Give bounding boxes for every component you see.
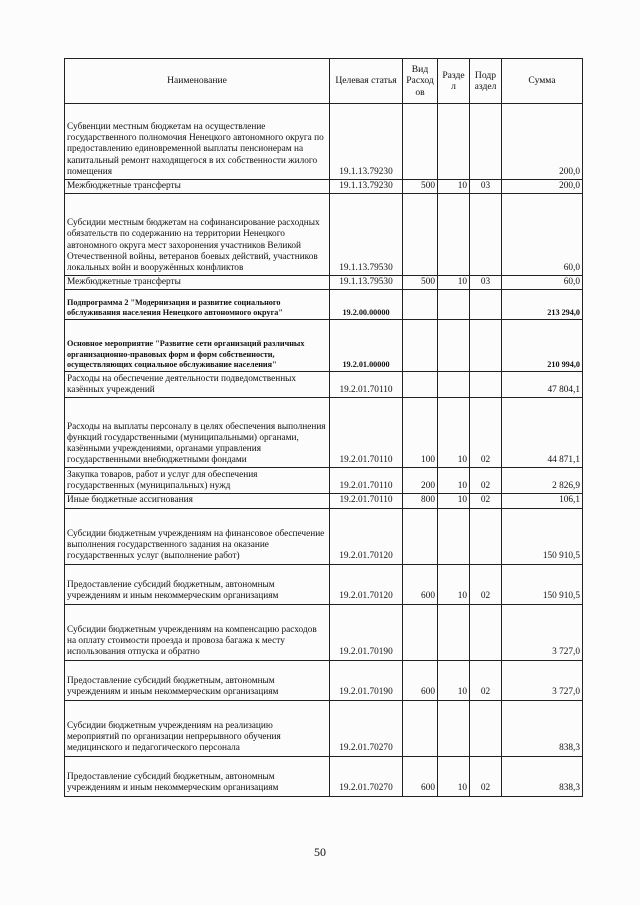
header-name: Наименование xyxy=(65,59,330,104)
table-row xyxy=(65,564,583,604)
row-expense-type: 500 xyxy=(403,276,438,290)
table-row xyxy=(65,180,583,194)
row-name: Иные бюджетные ассигнования xyxy=(65,494,330,508)
row-name: Межбюджетные трансферты xyxy=(65,180,330,194)
row-section xyxy=(438,372,470,398)
row-expense-type: 600 xyxy=(403,756,438,796)
row-target-article: 19.2.01.70110 xyxy=(330,372,403,398)
row-target-article: 19.2.01.70110 xyxy=(330,398,403,468)
row-subsection: 03 xyxy=(470,180,502,194)
row-expense-type xyxy=(403,700,438,756)
row-subsection xyxy=(470,320,502,372)
row-target-article: 19.2.01.70190 xyxy=(330,660,403,700)
table-row xyxy=(65,320,583,372)
row-expense-type xyxy=(403,194,438,276)
row-name: Расходы на обеспечение деятельности подведомственных казённых учреждений xyxy=(65,372,330,398)
row-section: 10 xyxy=(438,276,470,290)
row-name: Закупка товаров, работ и услуг для обеспечения государственных (муниципальных) нужд xyxy=(65,468,330,494)
row-amount: 2 826,9 xyxy=(502,468,583,494)
row-name: Основное мероприятие "Развитие сети организаций различных организационно-правовых форм и форм собственности, осуществляющих социальное обслуживание населения" xyxy=(65,320,330,372)
row-target-article: 19.2.01.00000 xyxy=(330,320,403,372)
row-section: 10 xyxy=(438,180,470,194)
row-subsection: 02 xyxy=(470,494,502,508)
row-section xyxy=(438,700,470,756)
row-name: Расходы на выплаты персоналу в целях обеспечения выполнения функций государственными (муниципальными) органами, казёнными учреждениями, органами управления государственными внебюджетными фондами xyxy=(65,398,330,468)
row-amount: 210 994,0 xyxy=(502,320,583,372)
table-row xyxy=(65,372,583,398)
row-subsection: 03 xyxy=(470,276,502,290)
table-row xyxy=(65,494,583,508)
row-amount: 838,3 xyxy=(502,756,583,796)
row-amount: 3 727,0 xyxy=(502,660,583,700)
row-expense-type: 600 xyxy=(403,660,438,700)
row-amount: 60,0 xyxy=(502,276,583,290)
row-amount: 150 910,5 xyxy=(502,564,583,604)
row-subsection xyxy=(470,604,502,660)
header-target-article: Целевая статья xyxy=(330,59,403,104)
table-row xyxy=(65,508,583,564)
row-target-article: 19.1.13.79530 xyxy=(330,276,403,290)
row-subsection xyxy=(470,104,502,180)
row-section: 10 xyxy=(438,468,470,494)
row-target-article: 19.2.01.70270 xyxy=(330,756,403,796)
row-name: Субвенции местным бюджетам на осуществление государственного полномочия Ненецкого автономного округа по предоставлению единовременной выплаты пенсионерам на капитальный ремонт находящегося в их собственности жилого помещения xyxy=(65,104,330,180)
row-section: 10 xyxy=(438,564,470,604)
header-amount: Сумма xyxy=(502,59,583,104)
row-name: Субсидии бюджетным учреждениям на компенсацию расходов на оплату стоимости проезда и провоза багажа к месту использования отпуска и обратно xyxy=(65,604,330,660)
table-row xyxy=(65,398,583,468)
row-name: Предоставление субсидий бюджетным, автономным учреждениям и иным некоммерческим организациям xyxy=(65,660,330,700)
row-name: Субсидии бюджетным учреждениям на финансовое обеспечение выполнения государственного задания на оказание государственных услуг (выполнение работ) xyxy=(65,508,330,564)
row-amount: 60,0 xyxy=(502,194,583,276)
row-amount: 838,3 xyxy=(502,700,583,756)
row-expense-type xyxy=(403,290,438,320)
row-expense-type xyxy=(403,104,438,180)
row-name: Предоставление субсидий бюджетным, автономным учреждениям и иным некоммерческим организациям xyxy=(65,756,330,796)
header-expense-type: Вид Расход ов xyxy=(403,59,438,104)
row-subsection: 02 xyxy=(470,756,502,796)
row-subsection xyxy=(470,194,502,276)
row-target-article: 19.2.01.70110 xyxy=(330,494,403,508)
row-expense-type: 100 xyxy=(403,398,438,468)
row-section xyxy=(438,104,470,180)
row-subsection xyxy=(470,372,502,398)
row-section: 10 xyxy=(438,660,470,700)
row-subsection xyxy=(470,290,502,320)
row-section: 10 xyxy=(438,494,470,508)
row-section: 10 xyxy=(438,398,470,468)
header-subsection: Подр аздел xyxy=(470,59,502,104)
row-section xyxy=(438,604,470,660)
table-row xyxy=(65,604,583,660)
table-row xyxy=(65,700,583,756)
row-section xyxy=(438,320,470,372)
row-expense-type xyxy=(403,320,438,372)
row-subsection: 02 xyxy=(470,660,502,700)
row-name: Субсидии местным бюджетам на софинансирование расходных обязательств по содержанию на территории Ненецкого автономного округа мест захоронения участников Великой Отечественной войны, ветеранов боевых действий, участников локальных войн и вооружённых конфликтов xyxy=(65,194,330,276)
row-section xyxy=(438,290,470,320)
row-expense-type: 200 xyxy=(403,468,438,494)
row-target-article: 19.2.01.70120 xyxy=(330,508,403,564)
row-amount: 44 871,1 xyxy=(502,398,583,468)
table-row xyxy=(65,756,583,796)
row-expense-type xyxy=(403,372,438,398)
row-subsection xyxy=(470,508,502,564)
row-amount: 150 910,5 xyxy=(502,508,583,564)
table-row xyxy=(65,276,583,290)
row-amount: 106,1 xyxy=(502,494,583,508)
row-subsection: 02 xyxy=(470,398,502,468)
row-target-article: 19.2.01.70270 xyxy=(330,700,403,756)
row-target-article: 19.2.00.00000 xyxy=(330,290,403,320)
table-row xyxy=(65,290,583,320)
page-number: 50 xyxy=(314,845,326,859)
row-section xyxy=(438,194,470,276)
row-amount: 200,0 xyxy=(502,180,583,194)
row-section xyxy=(438,508,470,564)
row-amount: 47 804,1 xyxy=(502,372,583,398)
row-section: 10 xyxy=(438,756,470,796)
row-name: Предоставление субсидий бюджетным, автономным учреждениям и иным некоммерческим организациям xyxy=(65,564,330,604)
table-row xyxy=(65,660,583,700)
row-subsection: 02 xyxy=(470,468,502,494)
row-subsection xyxy=(470,700,502,756)
budget-table xyxy=(64,58,583,797)
row-target-article: 19.1.13.79230 xyxy=(330,180,403,194)
header-section: Разде л xyxy=(438,59,470,104)
row-amount: 3 727,0 xyxy=(502,604,583,660)
row-amount: 200,0 xyxy=(502,104,583,180)
row-target-article: 19.1.13.79230 xyxy=(330,104,403,180)
table-row xyxy=(65,468,583,494)
table-header-row xyxy=(65,59,583,104)
row-expense-type: 600 xyxy=(403,564,438,604)
row-subsection: 02 xyxy=(470,564,502,604)
row-expense-type xyxy=(403,604,438,660)
row-name: Подпрограмма 2 "Модернизация и развитие социального обслуживания населения Ненецкого автономного округа" xyxy=(65,290,330,320)
row-target-article: 19.2.01.70110 xyxy=(330,468,403,494)
table-row xyxy=(65,194,583,276)
row-name: Субсидии бюджетным учреждениям на реализацию мероприятий по организации непрерывного обучения медицинского и педагогического персонала xyxy=(65,700,330,756)
row-expense-type: 800 xyxy=(403,494,438,508)
row-expense-type xyxy=(403,508,438,564)
row-target-article: 19.1.13.79530 xyxy=(330,194,403,276)
table-row xyxy=(65,104,583,180)
row-target-article: 19.2.01.70190 xyxy=(330,604,403,660)
row-name: Межбюджетные трансферты xyxy=(65,276,330,290)
row-amount: 213 294,0 xyxy=(502,290,583,320)
row-expense-type: 500 xyxy=(403,180,438,194)
row-target-article: 19.2.01.70120 xyxy=(330,564,403,604)
